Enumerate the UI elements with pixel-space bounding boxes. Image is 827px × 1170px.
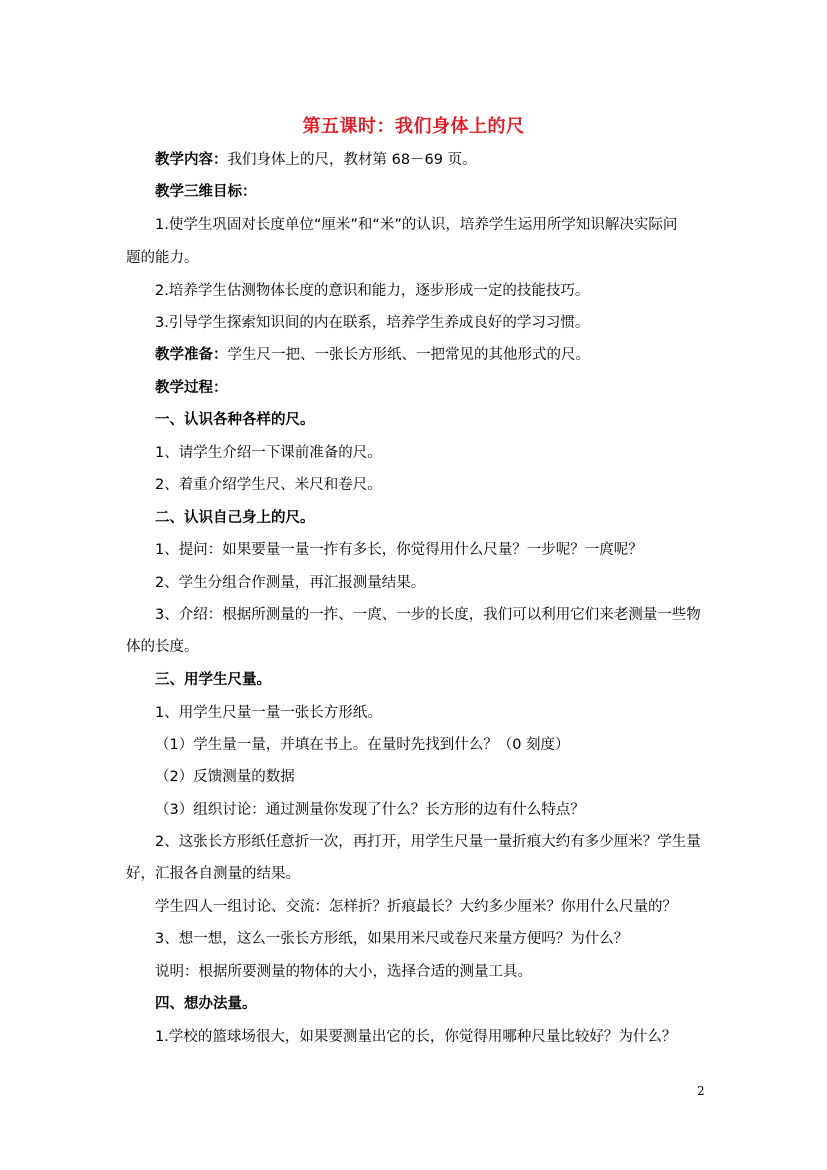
section-3-item-2-line-2: 好，汇报各自测量的结果。 — [126, 866, 300, 882]
content-text: 我们身体上的尺，教材第 68－69 页。 — [227, 152, 477, 168]
section-3-sub-1: （1）学生量一量，并填在书上。在量时先找到什么？（0 刻度） — [155, 737, 570, 753]
section-3-item-3: 3、想一想，这么一张长方形纸，如果用米尺或卷尺来量方便吗？为什么？ — [155, 931, 629, 947]
section-1-item-2: 2、着重介绍学生尺、米尺和卷尺。 — [155, 477, 382, 493]
section-4-item-1: 1.学校的篮球场很大，如果要测量出它的长，你觉得用哪种尺量比较好？为什么？ — [155, 1029, 677, 1045]
document-title: 第五课时：我们身体上的尺 — [302, 116, 525, 137]
section-2-heading: 二、认识自己身上的尺。 — [155, 510, 315, 526]
section-3-heading: 三、用学生尺量。 — [155, 672, 271, 688]
goal-2: 2.培养学生估测物体长度的意识和能力，逐步形成一定的技能技巧。 — [155, 283, 590, 299]
page-number: 2 — [697, 1084, 705, 1098]
prep-line — [155, 345, 590, 365]
section-1-item-1: 1、请学生介绍一下课前准备的尺。 — [155, 445, 382, 461]
section-3-item-1: 1、用学生尺量一量一张长方形纸。 — [155, 705, 382, 721]
section-3-group-discussion: 学生四人一组讨论、交流：怎样折？折痕最长？大约多少厘米？你用什么尺量的？ — [155, 899, 677, 915]
section-2-item-3-line-1: 3、介绍：根据所测量的一拃、一庹、一步的长度，我们可以利用它们来老测量一些物 — [155, 607, 701, 623]
section-3-item-2-line-1: 2、这张长方形纸任意折一次，再打开，用学生尺量一量折痕大约有多少厘米？学生量 — [155, 834, 701, 850]
section-4-heading: 四、想办法量。 — [155, 996, 257, 1012]
goal-3: 3.引导学生探索知识间的内在联系，培养学生养成良好的学习习惯。 — [155, 315, 590, 331]
section-3-note: 说明：根据所要测量的物体的大小，选择合适的测量工具。 — [155, 964, 532, 980]
section-3-sub-3: （3）组织讨论：通过测量你发现了什么？长方形的边有什么特点？ — [155, 802, 585, 818]
prep-label: 教学准备： — [155, 347, 228, 363]
process-heading: 教学过程： — [155, 380, 228, 396]
section-1-heading: 一、认识各种各样的尺。 — [155, 412, 315, 428]
goals-heading: 教学三维目标： — [155, 184, 257, 200]
section-2-item-3-line-2: 体的长度。 — [126, 639, 199, 655]
section-2-item-2: 2、学生分组合作测量，再汇报测量结果。 — [155, 575, 426, 591]
content-line — [155, 150, 477, 170]
goal-1-line-2: 题的能力。 — [126, 250, 199, 266]
section-3-sub-2: （2）反馈测量的数据 — [155, 769, 295, 785]
goal-1-line-1: 1.使学生巩固对长度单位“厘米”和“米”的认识，培养学生运用所学知识解决实际问 — [155, 217, 678, 233]
content-label: 教学内容： — [155, 152, 228, 168]
section-2-item-1: 1、提问：如果要量一量一拃有多长，你觉得用什么尺量？一步呢？一庹呢？ — [155, 542, 643, 558]
prep-text: 学生尺一把、一张长方形纸、一把常见的其他形式的尺。 — [227, 347, 590, 363]
